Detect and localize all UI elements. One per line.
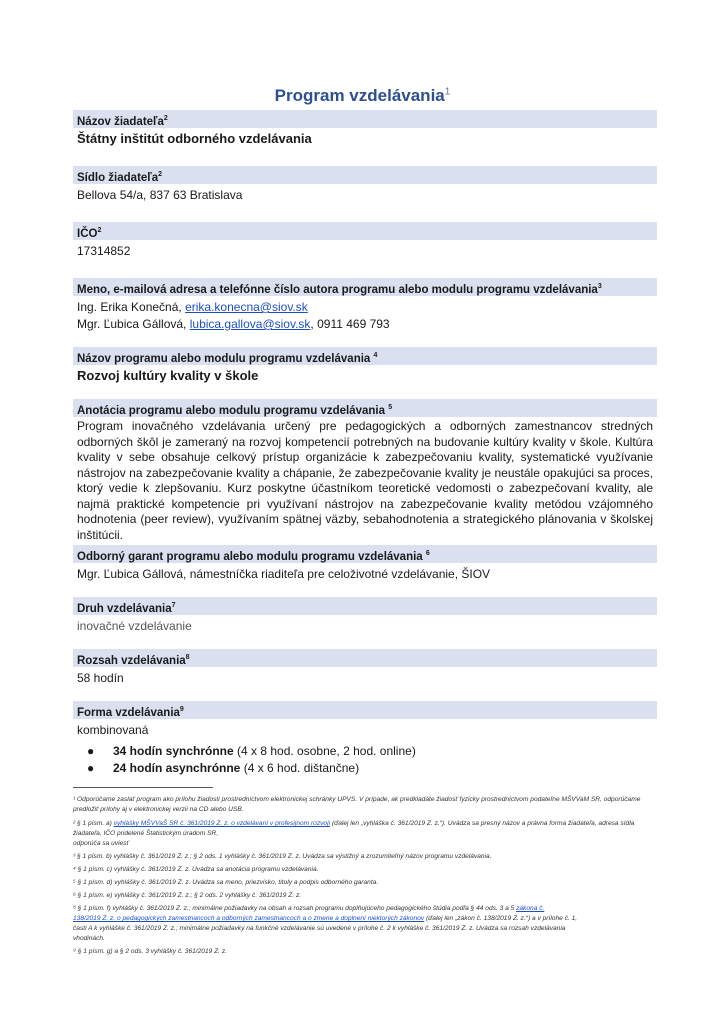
footnote-9: ⁹ § 1 písm. g) a § 2 ods. 3 vyhlášky č. 361/2019 Z. z.	[73, 948, 227, 955]
author-line-2: Mgr. Ľubica Gállová, lubica.gallova@siov.sk, 0911 469 793	[77, 317, 390, 331]
footnote-2-link[interactable]: vyhlášky MŠVVaŠ SR č. 361/2019 Z. z. o vzdelávaní v profesijnom rozvoji	[113, 820, 331, 827]
guarantor-value: Mgr. Ľubica Gállová, námestníčka riaditeľa pre celoživotné vzdelávanie, ŠIOV	[77, 567, 491, 581]
footnote-8-link-cont[interactable]: 138/2019 Z. z. o pedagogických zamestnancoch a odborných zamestnancoch a o zmene a doplnení niektorých zákonov	[73, 915, 425, 922]
ico-value: 17314852	[77, 244, 131, 258]
title-footnote-ref: 1	[444, 86, 451, 98]
footnote-separator	[73, 787, 213, 788]
footnote-8: ⁸ § 1 písm. f) vyhlášky č. 361/2019 Z. z.; minimálne požiadavky na obsah a rozsah programu doplňujúceho pedagogického štúdia podľa § 44 ods. 3 a 5 zákona č.	[73, 905, 545, 912]
applicant-name-value: Štátny inštitút odborného vzdelávania	[77, 131, 312, 146]
education-form-list	[73, 743, 657, 777]
section-header-annotation: Anotácia programu alebo modulu programu vzdelávania $^5$	[73, 399, 657, 417]
document-title	[0, 86, 725, 106]
footnote-4: ⁴ § 1 písm. c) vyhlášky č. 361/2019 Z. z. Uvádza sa anotácia programu vzdelávania.	[73, 866, 319, 873]
section-header-applicant-address: Sídlo žiadateľa$^2$	[73, 166, 657, 184]
footnote-2-cont: odporúča sa uviesť	[73, 840, 129, 847]
section-header-applicant-name: Názov žiadateľa$^2$	[73, 110, 657, 128]
education-form-value: kombinovaná	[77, 723, 149, 737]
footnote-8-link[interactable]: zákona č.	[516, 905, 545, 912]
program-name-value: Rozvoj kultúry kvality v škole	[77, 368, 259, 383]
form-content	[73, 110, 657, 777]
section-header-author: Meno, e-mailová adresa a telefónne číslo autora programu alebo modulu programu vzdelávania$^3$	[73, 278, 657, 296]
author-1-email-link[interactable]: erika.konecna@siov.sk	[185, 300, 308, 314]
section-header-education-scope: Rozsah vzdelávania$^8$	[73, 649, 657, 667]
education-scope-value: 58 hodín	[77, 671, 124, 685]
title-text: Program vzdelávania	[274, 86, 445, 105]
applicant-address-value: Bellova 54/a, 837 63 Bratislava	[77, 188, 243, 202]
footnote-8-line3: časti A k vyhláške č. 361/2019 Z. z.; minimálne požiadavky na funkčné vzdelávanie sú uvedené v prílohe č. 2 k vyhláške č. 361/2019 Z. z. Uvádza sa rozsah vzdelávania	[73, 925, 566, 932]
footnote-6: ⁶ § 1 písm. e) vyhlášky č. 361/2019 Z. z.; § 2 ods. 2 vyhlášky č. 361/2019 Z. z.	[73, 892, 302, 899]
footnotes	[73, 795, 657, 957]
list-item: ● 34 hodín synchrónne (4 x 8 hod. osobne, 2 hod. online)	[87, 744, 416, 758]
footnote-5: ⁵ § 1 písm. d) vyhlášky č. 361/2019 Z. z. Uvádza sa meno, priezvisko, tituly a podpis odborného garanta.	[73, 879, 379, 886]
author-2-email-link[interactable]: lubica.gallova@siov.sk	[189, 317, 311, 331]
education-type-value: inovačné vzdelávanie	[77, 619, 192, 633]
section-header-guarantor: Odborný garant programu alebo modulu programu vzdelávania $^6$	[73, 545, 657, 563]
author-line-1: Ing. Erika Konečná, erika.konecna@siov.sk	[77, 300, 308, 314]
section-header-education-type: Druh vzdelávania$^7$	[73, 597, 657, 615]
footnote-3: ³ § 1 písm. b) vyhlášky č. 361/2019 Z. z.; § 2 ods. 1 vyhlášky č. 361/2019 Z. z. Uvádza sa výstižný a zrozumiteľný názov programu vzdelávania.	[73, 853, 492, 860]
footnote-8-line2: 138/2019 Z. z. o pedagogických zamestnancoch a odborných zamestnancoch a o zmene a doplnení niektorých zákonov (ďalej len „zákon č. 138/2019 Z. z.“) a v prílohe č. 1,	[73, 915, 578, 922]
annotation-text: Program inovačného vzdelávania určený pre pedagogických a odborných zamestnancov stredných odborných škôl je zameraný na rozvoj kompetencií potrebných na budovanie kultúry kvality v škole. Kultúra kvality v sebe obsahuje celkový prístup organizácie k zabezpečovaniu kvality, systematické využívanie nástrojov na zabezpečovanie kvality a chápanie, že zabezpečovanie kvality je neustále opakujúci sa proces, ktorý vedie k zlepšovaniu. Kurz poskytne účastníkom teoretické vedomosti o zabezpečovaní kvality, ale najmä praktické kompetencie pri využívaní nástrojov na zabezpečovanie kvality metódou vzájomného hodnotenia (peer review), využívaním spätnej väzby, sebahodnotenia a strategického plánovania v školskej inštitúcii.	[77, 419, 653, 542]
section-header-ico: IČO$^2$	[73, 222, 657, 240]
section-header-program-name: Názov programu alebo modulu programu vzdelávania $^4$	[73, 347, 657, 365]
footnote-2: ² § 1 písm. a) vyhlášky MŠVVaŠ SR č. 361/2019 Z. z. o vzdelávaní v profesijnom rozvoji (ďalej len „vyhláška č. 361/2019 Z. z.“). Uvádza sa presný názov a právna forma žiadateľa, adresa sídla žiadateľa, IČO pridelené Štatistickým úradom SR,	[73, 820, 635, 837]
footnote-8-line4: vhodinách.	[73, 935, 105, 942]
footnote-1: ¹ Odporúčame zaslať program ako prílohu žiadosti prostredníctvom elektronickej schránky UPVS. V prípade, ak predkladáte žiadosť fyzicky prostredníctvom podateľne MŠVVaM SR, odporúčame predložiť prílohy aj v elektronickej verzii na CD alebo USB.	[73, 796, 641, 813]
section-header-education-form: Forma vzdelávania$^9$	[73, 701, 657, 719]
list-item: ● 24 hodín asynchrónne (4 x 6 hod. dištančne)	[87, 761, 360, 775]
